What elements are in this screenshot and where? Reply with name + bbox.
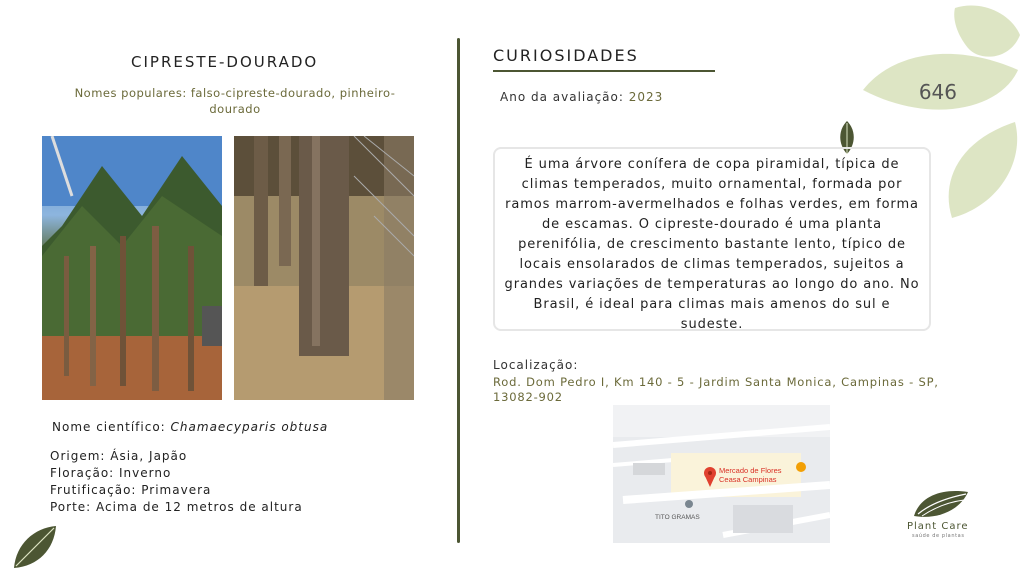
scientific-name: Chamaecyparis obtusa	[170, 420, 329, 434]
leaf-shape	[949, 122, 1018, 218]
fact-origin: Origem: Ásia, Japão	[50, 449, 188, 463]
decorative-leaf-bottom	[10, 522, 60, 572]
evaluation-year	[500, 90, 663, 104]
column-divider	[457, 38, 460, 543]
brand-name: Plant Care	[907, 521, 969, 532]
year-label: Ano da avaliação:	[500, 90, 624, 104]
year-value: 2023	[628, 90, 664, 104]
tree-photo-2	[234, 136, 414, 400]
tree-photo-1	[42, 136, 222, 400]
map-place-icon	[685, 500, 693, 508]
tree-photo-2-drawing	[234, 136, 414, 400]
plant-care-logo-icon	[912, 486, 970, 520]
scientific-label: Nome científico:	[52, 420, 166, 434]
plant-facts	[50, 448, 303, 516]
location-address[interactable]: Rod. Dom Pedro I, Km 140 - 5 - Jardim Santa Monica, Campinas - SP, 13082-902	[493, 375, 939, 404]
map-pin-label-1: Mercado de Flores	[719, 466, 782, 475]
location-map[interactable]	[613, 405, 830, 543]
description-text: É uma árvore conífera de copa piramidal, típica de climas temperados, muito ornamental, formada por ramos marrom-avermelhados e folhas verdes, em forma de escamas. O cipreste-dourado é uma planta perenifólia, de crescimento bastante lento, típico de locais ensolarados de climas temperados, sujeitos a grandes variações de temperaturas ao longo do ano. No Brasil, é ideal para climas mais amenos do sul e sudeste.	[504, 157, 920, 332]
map-drawing	[613, 405, 830, 543]
fact-flowering: Floração: Inverno	[50, 466, 172, 480]
map-road-label: TITO GRAMAS	[655, 514, 700, 521]
tree-photo-1-drawing	[42, 136, 222, 400]
scientific-name-line	[52, 420, 328, 434]
location-label: Localização:	[493, 358, 579, 372]
popular-names: Nomes populares: falso-cipreste-dourado, pinheiro-dourado	[74, 86, 396, 116]
map-food-icon	[796, 462, 806, 472]
title-underline	[493, 70, 715, 72]
brand-tagline: saúde de plantas	[912, 533, 965, 539]
badge-number: 646	[918, 80, 957, 104]
map-pin-label-2: Ceasa Campinas	[719, 475, 777, 484]
section-title: CURIOSIDADES	[493, 46, 639, 65]
fact-size: Porte: Acima de 12 metros de altura	[50, 500, 303, 514]
fact-fruiting: Frutificação: Primavera	[50, 483, 212, 497]
page-title: CIPRESTE-DOURADO	[131, 53, 319, 71]
leaf-shape	[954, 6, 1020, 57]
description-box	[493, 147, 931, 331]
